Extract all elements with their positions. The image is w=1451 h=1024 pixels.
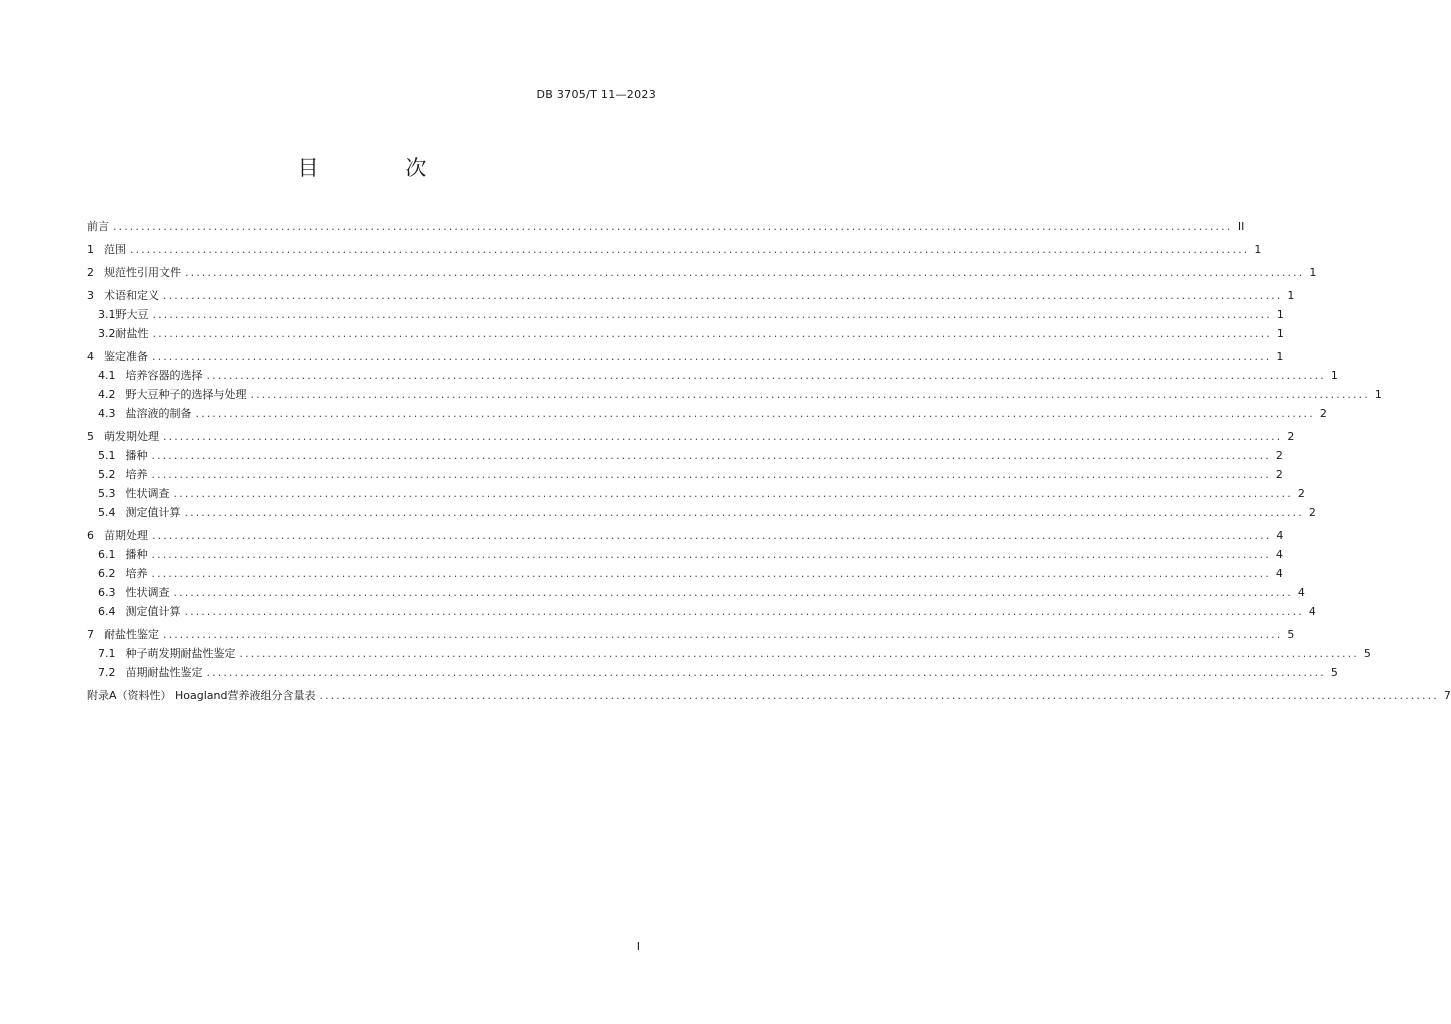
toc-entry-number: 4.3 bbox=[98, 407, 116, 420]
toc-entry-page: 1 bbox=[1276, 327, 1284, 340]
toc-entry-title: 盐溶液的制备 bbox=[125, 407, 192, 420]
toc-entry[interactable] bbox=[87, 286, 1295, 305]
toc-entry-page: 1 bbox=[1330, 369, 1338, 382]
toc-entry-page: 4 bbox=[1275, 548, 1283, 561]
toc-entry[interactable] bbox=[87, 366, 1338, 385]
toc-entry-number: 4 bbox=[87, 350, 94, 363]
toc-entry[interactable] bbox=[87, 385, 1382, 404]
toc-dot-leader: ........................................................................................................................................................................................................ bbox=[195, 407, 1315, 420]
toc-entry[interactable] bbox=[87, 602, 1316, 621]
page-number: I bbox=[636, 940, 640, 953]
toc-dot-leader: ........................................................................................................................................................................................................ bbox=[163, 289, 1283, 302]
toc-entry-title: 耐盐性 bbox=[115, 327, 149, 340]
toc-entry[interactable] bbox=[87, 465, 1283, 484]
toc-dot-leader: ........................................................................................................................................................................................................ bbox=[185, 266, 1305, 279]
toc-dot-leader: ........................................................................................................................................................................................................ bbox=[163, 430, 1283, 443]
toc-entry-number: 4.1 bbox=[98, 369, 116, 382]
toc-entry-page: 1 bbox=[1254, 243, 1262, 256]
toc-entry-page: 2 bbox=[1287, 430, 1295, 443]
toc-dot-leader: ........................................................................................................................................................................................................ bbox=[173, 586, 1293, 599]
toc-entry-number: 5.4 bbox=[98, 506, 116, 519]
toc-entry-number: 6.3 bbox=[98, 586, 116, 599]
toc-dot-leader: ........................................................................................................................................................................................................ bbox=[152, 308, 1272, 321]
toc-entry-title: 耐盐性鉴定 bbox=[104, 628, 159, 641]
toc-dot-leader: ........................................................................................................................................................................................................ bbox=[151, 468, 1271, 481]
toc-dot-leader: ........................................................................................................................................................................................................ bbox=[206, 369, 1326, 382]
toc-entry-title: 培养 bbox=[125, 468, 148, 481]
toc-entry-title: 术语和定义 bbox=[104, 289, 159, 302]
toc-entry-page: 1 bbox=[1309, 266, 1317, 279]
toc-entry-number: 5.1 bbox=[98, 449, 116, 462]
toc-entry-title: 性状调查 bbox=[125, 586, 170, 599]
toc-entry[interactable] bbox=[87, 545, 1283, 564]
toc-entry-title: 范围 bbox=[104, 243, 126, 256]
toc-dot-leader: ........................................................................................................................................................................................................ bbox=[152, 327, 1272, 340]
toc-entry-number: 1 bbox=[87, 243, 94, 256]
toc-entry-number: 7 bbox=[87, 628, 94, 641]
toc-entry-page: 4 bbox=[1276, 529, 1284, 542]
toc-dot-leader: ........................................................................................................................................................................................................ bbox=[184, 605, 1304, 618]
toc-entry-page: 2 bbox=[1308, 506, 1316, 519]
toc-entry-title: 播种 bbox=[125, 449, 148, 462]
toc-dot-leader: ........................................................................................................................................................................................................ bbox=[184, 506, 1304, 519]
toc-entry-number: 3.2 bbox=[98, 327, 116, 340]
toc-entry[interactable] bbox=[87, 427, 1295, 446]
toc-entry-number: 7.2 bbox=[98, 666, 116, 679]
toc-entry-title: 苗期耐盐性鉴定 bbox=[125, 666, 203, 679]
toc-entry[interactable] bbox=[87, 324, 1284, 343]
toc-entry-title: 测定值计算 bbox=[125, 506, 181, 519]
toc-entry[interactable] bbox=[87, 564, 1283, 583]
toc-entry[interactable] bbox=[87, 305, 1284, 324]
toc-entry[interactable] bbox=[87, 263, 1317, 282]
toc-dot-leader: ........................................................................................................................................................................................................ bbox=[113, 220, 1233, 233]
toc-entry[interactable] bbox=[87, 446, 1283, 465]
toc-entry-number: 6 bbox=[87, 529, 94, 542]
toc-entry-title: 性状调查 bbox=[125, 487, 170, 500]
toc-entry[interactable] bbox=[87, 686, 1451, 705]
toc-entry-number: 5.3 bbox=[98, 487, 116, 500]
toc-entry[interactable] bbox=[87, 240, 1262, 259]
toc-entry-title: 规范性引用文件 bbox=[104, 266, 181, 279]
toc-dot-leader: ........................................................................................................................................................................................................ bbox=[152, 350, 1272, 363]
toc-dot-leader: ........................................................................................................................................................................................................ bbox=[151, 548, 1271, 561]
toc-entry-number: 2 bbox=[87, 266, 94, 279]
toc-entry[interactable] bbox=[87, 484, 1305, 503]
toc-entry-title: 播种 bbox=[125, 548, 148, 561]
toc-dot-leader: ........................................................................................................................................................................................................ bbox=[206, 666, 1326, 679]
toc-entry-number: 6.1 bbox=[98, 548, 116, 561]
toc-dot-leader: ........................................................................................................................................................................................................ bbox=[151, 449, 1271, 462]
toc-entry-page: 7 bbox=[1443, 689, 1451, 702]
toc-dot-leader: ........................................................................................................................................................................................................ bbox=[152, 529, 1272, 542]
toc-entry-page: 4 bbox=[1297, 586, 1305, 599]
toc-entry-title: 野大豆 bbox=[115, 308, 149, 321]
toc-entry-title: 野大豆种子的选择与处理 bbox=[125, 388, 247, 401]
toc-entry-title: 附录A（资料性） Hoagland营养液组分含量表 bbox=[87, 689, 316, 702]
toc-dot-leader: ........................................................................................................................................................................................................ bbox=[130, 243, 1250, 256]
toc-entry[interactable] bbox=[87, 526, 1284, 545]
toc-entry-page: 5 bbox=[1287, 628, 1295, 641]
toc-dot-leader: ........................................................................................................................................................................................................ bbox=[319, 689, 1439, 702]
toc-dot-leader: ........................................................................................................................................................................................................ bbox=[173, 487, 1293, 500]
toc-entry-page: 4 bbox=[1308, 605, 1316, 618]
toc-entry-page: 5 bbox=[1363, 647, 1371, 660]
toc-entry-number: 5.2 bbox=[98, 468, 116, 481]
toc-entry-page: 2 bbox=[1275, 468, 1283, 481]
toc-entry-page: 2 bbox=[1319, 407, 1327, 420]
toc-entry-title: 测定值计算 bbox=[125, 605, 181, 618]
table-of-contents bbox=[87, 217, 1451, 705]
toc-entry[interactable] bbox=[87, 583, 1305, 602]
toc-entry-title: 培养容器的选择 bbox=[125, 369, 203, 382]
toc-entry-number: 7.1 bbox=[98, 647, 116, 660]
toc-entry-number: 3 bbox=[87, 289, 94, 302]
toc-entry[interactable] bbox=[87, 217, 1245, 236]
toc-entry-page: 2 bbox=[1275, 449, 1283, 462]
toc-entry-title: 种子萌发期耐盐性鉴定 bbox=[125, 647, 236, 660]
toc-dot-leader: ........................................................................................................................................................................................................ bbox=[250, 388, 1370, 401]
toc-entry-page: 5 bbox=[1330, 666, 1338, 679]
toc-entry[interactable] bbox=[87, 625, 1295, 644]
page-title: 目 次 bbox=[297, 156, 467, 180]
document-code: DB 3705/T 11—2023 bbox=[536, 88, 656, 101]
toc-entry-page: 4 bbox=[1275, 567, 1283, 580]
toc-entry[interactable] bbox=[87, 404, 1327, 423]
toc-dot-leader: ........................................................................................................................................................................................................ bbox=[151, 567, 1271, 580]
toc-entry-number: 6.4 bbox=[98, 605, 116, 618]
toc-dot-leader: ........................................................................................................................................................................................................ bbox=[163, 628, 1283, 641]
toc-entry-page: 2 bbox=[1297, 487, 1305, 500]
toc-entry-number: 4.2 bbox=[98, 388, 116, 401]
toc-entry-number: 6.2 bbox=[98, 567, 116, 580]
toc-entry-page: 1 bbox=[1287, 289, 1295, 302]
toc-entry-page: II bbox=[1237, 220, 1245, 233]
toc-entry-number: 3.1 bbox=[98, 308, 116, 321]
toc-entry[interactable] bbox=[87, 663, 1338, 682]
toc-entry-title: 苗期处理 bbox=[104, 529, 148, 542]
toc-entry-title: 培养 bbox=[125, 567, 148, 580]
toc-entry-page: 1 bbox=[1276, 350, 1284, 363]
toc-entry[interactable] bbox=[87, 503, 1316, 522]
toc-entry-number: 5 bbox=[87, 430, 94, 443]
toc-entry[interactable] bbox=[87, 347, 1284, 366]
toc-dot-leader: ........................................................................................................................................................................................................ bbox=[239, 647, 1359, 660]
toc-entry-page: 1 bbox=[1374, 388, 1382, 401]
toc-entry-title: 前言 bbox=[87, 220, 109, 233]
toc-entry-title: 鉴定准备 bbox=[104, 350, 148, 363]
toc-entry-title: 萌发期处理 bbox=[104, 430, 159, 443]
toc-entry[interactable] bbox=[87, 644, 1371, 663]
toc-entry-page: 1 bbox=[1276, 308, 1284, 321]
